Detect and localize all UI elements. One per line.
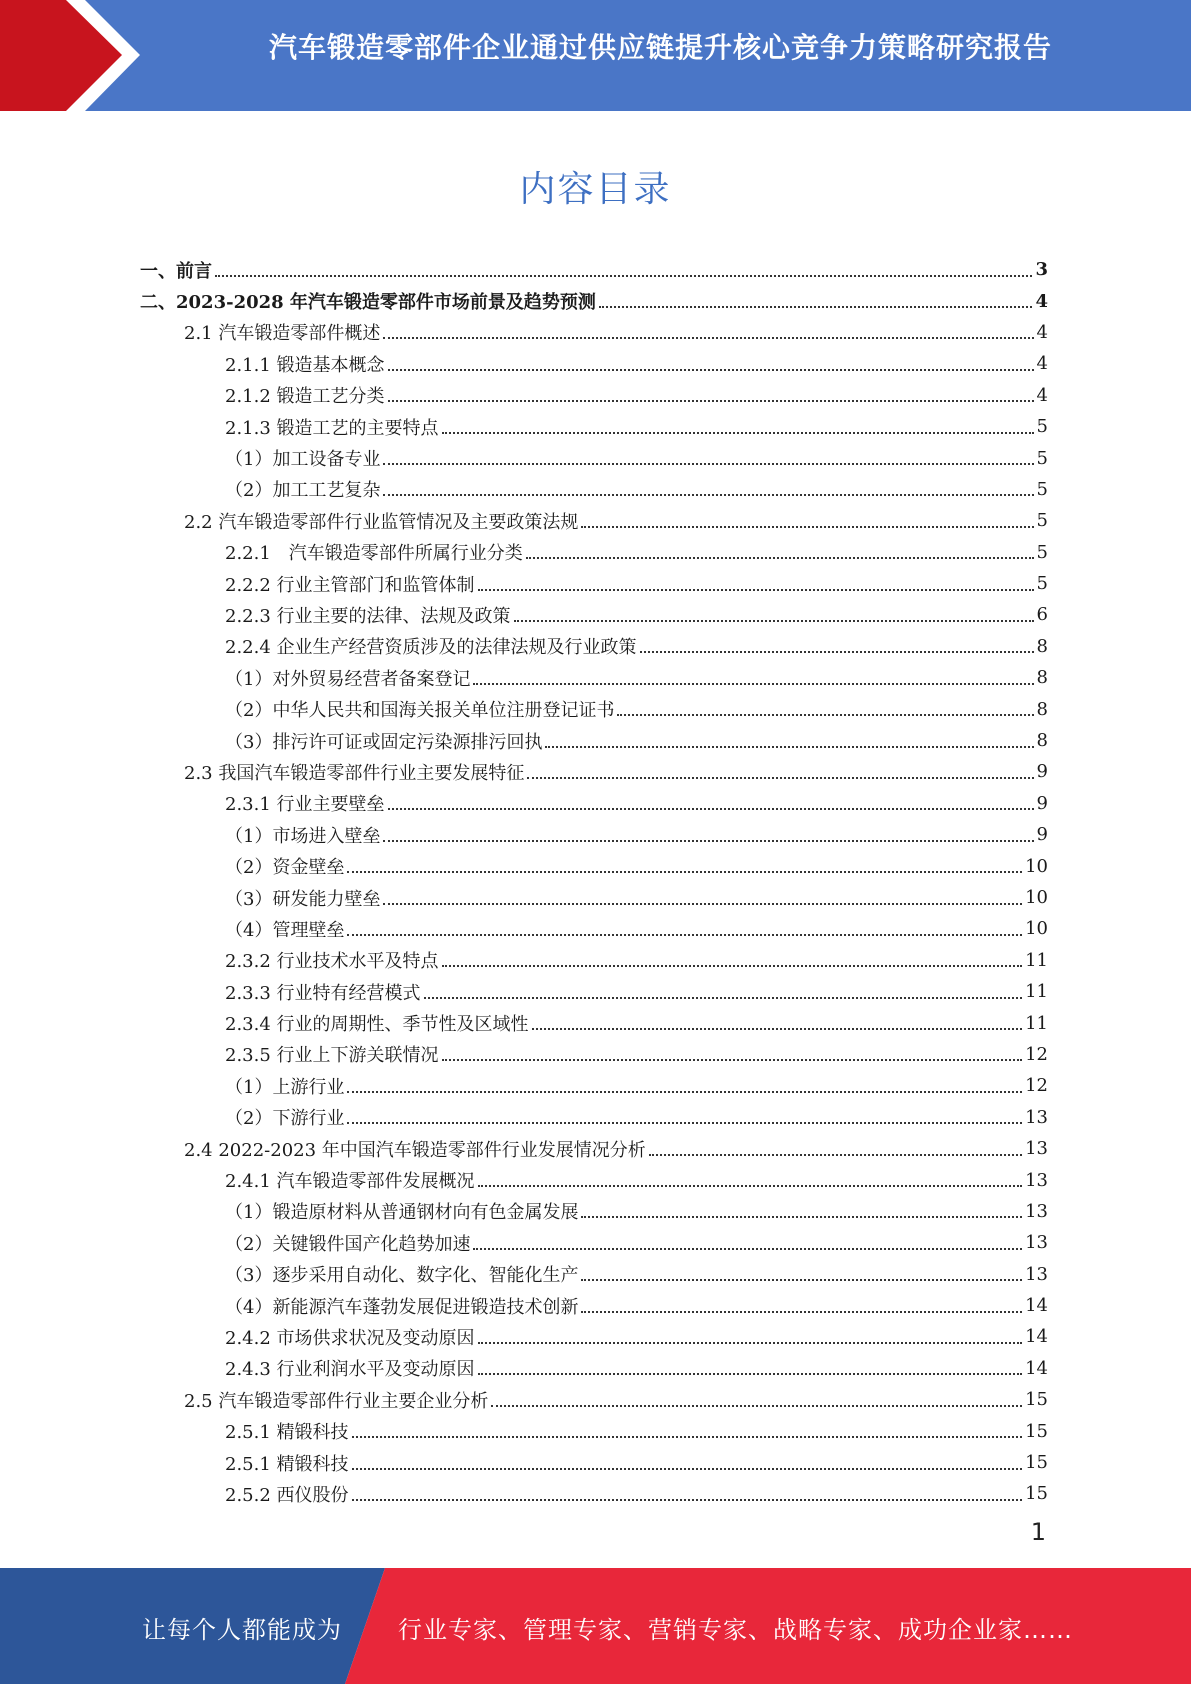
toc-entry-title: 2.3 我国汽车锻造零部件行业主要发展特征 xyxy=(184,762,525,784)
toc-entry-title: （1）对外贸易经营者备案登记 xyxy=(225,668,471,690)
toc-entry-page: 4 xyxy=(1036,353,1048,375)
toc-dot-leader xyxy=(473,683,1033,685)
toc-entry-title: （1）市场进入壁垒 xyxy=(225,825,381,847)
toc-entry-title: 2.4 2022-2023 年中国汽车锻造零部件行业发展情况分析 xyxy=(184,1139,646,1161)
toc-entry-title: （1）加工设备专业 xyxy=(225,449,381,471)
toc-dot-leader xyxy=(347,934,1022,936)
toc-entry-title: 2.5 汽车锻造零部件行业主要企业分析 xyxy=(184,1390,489,1412)
toc-entry-page: 15 xyxy=(1025,1452,1048,1474)
toc-dot-leader xyxy=(527,777,1033,779)
toc-entry[interactable] xyxy=(140,819,1048,850)
toc-entry[interactable] xyxy=(140,285,1048,316)
report-title: 汽车锻造零部件企业通过供应链提升核心竞争力策略研究报告 xyxy=(268,31,1052,64)
toc-dot-leader xyxy=(347,1122,1022,1124)
toc-entry-page: 11 xyxy=(1025,1012,1048,1034)
toc-dot-leader xyxy=(478,589,1034,591)
toc-entry[interactable] xyxy=(140,599,1048,630)
toc-entry-title: 2.3.5 行业上下游关联情况 xyxy=(225,1045,439,1067)
toc-entry[interactable] xyxy=(140,1070,1048,1101)
toc-entry-page: 15 xyxy=(1025,1483,1048,1505)
toc-entry[interactable] xyxy=(140,945,1048,976)
toc-entry-page: 8 xyxy=(1036,635,1048,657)
toc-entry[interactable] xyxy=(140,1353,1048,1384)
toc-entry-title: 2.5.1 精锻科技 xyxy=(225,1453,349,1475)
toc-dot-leader xyxy=(640,651,1034,653)
toc-entry-title: 2.3.2 行业技术水平及特点 xyxy=(225,951,439,973)
toc-dot-leader xyxy=(442,965,1023,967)
toc-entry-page: 5 xyxy=(1036,573,1048,595)
toc-entry[interactable] xyxy=(140,348,1048,379)
toc-entry[interactable] xyxy=(140,1164,1048,1195)
toc-entry-title: 2.4.1 汽车锻造零部件发展概况 xyxy=(225,1171,475,1193)
toc-dot-leader xyxy=(347,1091,1022,1093)
header-bar xyxy=(0,0,1191,111)
toc-entry-title: 2.1.3 锻造工艺的主要特点 xyxy=(225,417,439,439)
footer-banner xyxy=(0,1568,1191,1684)
toc-entry-page: 9 xyxy=(1036,761,1048,783)
toc-entry-title: 2.4.3 行业利润水平及变动原因 xyxy=(225,1359,475,1381)
toc-dot-leader xyxy=(478,1185,1023,1187)
toc-entry-page: 9 xyxy=(1036,792,1048,814)
toc-entry[interactable] xyxy=(140,1415,1048,1446)
toc-entry-title: 2.2.4 企业生产经营资质涉及的法律法规及行业政策 xyxy=(225,637,637,659)
toc-entry-page: 13 xyxy=(1025,1263,1048,1285)
toc-heading: 内容目录 xyxy=(519,169,672,210)
toc-dot-leader xyxy=(532,1028,1023,1030)
toc-dot-leader xyxy=(352,1468,1023,1470)
toc-entry[interactable] xyxy=(140,1196,1048,1227)
toc-entry-title: （2）下游行业 xyxy=(225,1108,345,1130)
toc-entry[interactable] xyxy=(140,976,1048,1007)
toc-entry[interactable] xyxy=(140,411,1048,442)
toc-entry-page: 10 xyxy=(1025,918,1048,940)
toc-entry[interactable] xyxy=(140,913,1048,944)
toc-dot-leader xyxy=(526,557,1034,559)
toc-entry-page: 4 xyxy=(1035,290,1048,312)
toc-entry-title: 一、前言 xyxy=(140,260,212,282)
toc-dot-leader xyxy=(649,1154,1022,1156)
toc-entry[interactable] xyxy=(140,317,1048,348)
toc-entry-page: 10 xyxy=(1025,887,1048,908)
toc-entry-page: 5 xyxy=(1036,510,1048,532)
toc-dot-leader xyxy=(514,620,1034,622)
toc-dot-leader xyxy=(442,432,1034,434)
toc-entry-title: 二、2023-2028 年汽车锻造零部件市场前景及趋势预测 xyxy=(140,292,596,314)
toc-entry[interactable] xyxy=(140,788,1048,819)
toc-entry[interactable] xyxy=(140,1227,1048,1258)
toc-entry-title: 2.1 汽车锻造零部件概述 xyxy=(184,323,381,345)
toc-entry[interactable] xyxy=(140,1290,1048,1321)
toc-dot-leader xyxy=(388,400,1034,402)
table-of-contents xyxy=(140,254,1048,1510)
toc-entry-page: 13 xyxy=(1025,1232,1048,1254)
toc-entry-title: 2.1.1 锻造基本概念 xyxy=(225,354,385,376)
toc-entry-page: 14 xyxy=(1025,1326,1048,1348)
toc-entry[interactable] xyxy=(140,756,1048,787)
toc-dot-leader xyxy=(581,1311,1022,1313)
toc-entry-title: （4）新能源汽车蓬勃发展促进锻造技术创新 xyxy=(225,1296,579,1318)
toc-entry-page: 5 xyxy=(1036,416,1048,438)
toc-entry-page: 9 xyxy=(1036,824,1048,846)
toc-dot-leader xyxy=(545,746,1033,748)
toc-entry-title: 2.1.2 锻造工艺分类 xyxy=(225,386,385,408)
toc-entry-page: 4 xyxy=(1036,384,1048,406)
toc-entry-title: 2.2 汽车锻造零部件行业监管情况及主要政策法规 xyxy=(184,511,579,533)
toc-entry[interactable] xyxy=(140,442,1048,473)
toc-entry[interactable] xyxy=(140,1007,1048,1038)
toc-entry[interactable] xyxy=(140,662,1048,693)
toc-entry-page: 13 xyxy=(1025,1200,1048,1222)
toc-dot-leader xyxy=(581,526,1033,528)
toc-entry-page: 4 xyxy=(1036,321,1048,343)
toc-entry-page: 10 xyxy=(1025,855,1048,877)
toc-entry[interactable] xyxy=(140,568,1048,599)
toc-entry[interactable] xyxy=(140,1102,1048,1133)
toc-entry[interactable] xyxy=(140,693,1048,724)
toc-entry-page: 12 xyxy=(1025,1075,1048,1097)
toc-entry-title: 2.3.3 行业特有经营模式 xyxy=(225,982,421,1004)
toc-entry-page: 14 xyxy=(1025,1295,1048,1317)
toc-entry[interactable] xyxy=(140,380,1048,411)
toc-dot-leader xyxy=(383,903,1022,905)
toc-entry-title: （3）逐步采用自动化、数字化、智能化生产 xyxy=(225,1265,579,1287)
toc-entry-page: 8 xyxy=(1036,698,1048,720)
toc-dot-leader xyxy=(478,1342,1023,1344)
header-arrow-icon xyxy=(0,0,170,111)
toc-entry-title: （1）锻造原材料从普通钢材向有色金属发展 xyxy=(225,1202,579,1224)
toc-entry[interactable] xyxy=(140,1259,1048,1290)
toc-dot-leader xyxy=(383,494,1033,496)
toc-dot-leader xyxy=(383,337,1033,339)
toc-entry-title: （2）资金壁垒 xyxy=(225,857,345,879)
toc-entry-title: （4）管理壁垒 xyxy=(225,919,345,941)
toc-entry[interactable] xyxy=(140,1447,1048,1478)
toc-entry-title: （3）研发能力壁垒 xyxy=(225,888,381,910)
toc-entry[interactable] xyxy=(140,1384,1048,1415)
toc-entry[interactable] xyxy=(140,1321,1048,1352)
toc-entry-page: 12 xyxy=(1025,1043,1048,1065)
toc-entry-page: 13 xyxy=(1025,1106,1048,1128)
toc-entry-page: 5 xyxy=(1036,541,1048,563)
toc-dot-leader xyxy=(478,1373,1023,1375)
toc-entry-page: 15 xyxy=(1025,1389,1048,1411)
toc-entry-page: 11 xyxy=(1025,949,1048,971)
toc-entry[interactable] xyxy=(140,1039,1048,1070)
toc-entry[interactable] xyxy=(140,850,1048,881)
toc-entry-page: 5 xyxy=(1036,447,1048,469)
toc-entry[interactable] xyxy=(140,882,1048,913)
toc-entry-title: 2.5.2 西仪股份 xyxy=(225,1484,349,1506)
toc-dot-leader xyxy=(347,871,1022,873)
toc-entry-page: 6 xyxy=(1036,604,1048,626)
toc-entry[interactable] xyxy=(140,631,1048,662)
toc-entry[interactable] xyxy=(140,474,1048,505)
footer-slogan-left: 让每个人都能成为 xyxy=(142,1616,342,1644)
toc-dot-leader xyxy=(581,1216,1022,1218)
page-number: 1 xyxy=(1030,1518,1046,1546)
toc-entry-title: （2）关键锻件国产化趋势加速 xyxy=(225,1233,471,1255)
toc-dot-leader xyxy=(424,997,1023,999)
toc-dot-leader xyxy=(388,808,1034,810)
toc-dot-leader xyxy=(383,463,1033,465)
toc-dot-leader xyxy=(473,1248,1022,1250)
toc-entry-page: 13 xyxy=(1025,1169,1048,1191)
toc-entry[interactable] xyxy=(140,1133,1048,1164)
toc-entry-title: （1）上游行业 xyxy=(225,1076,345,1098)
toc-entry[interactable] xyxy=(140,537,1048,568)
toc-entry-page: 13 xyxy=(1025,1138,1048,1160)
toc-entry-title: （3）排污许可证或固定污染源排污回执 xyxy=(225,731,543,753)
toc-entry-page: 3 xyxy=(1035,259,1048,281)
toc-entry[interactable] xyxy=(140,254,1048,285)
toc-entry-title: 2.3.4 行业的周期性、季节性及区域性 xyxy=(225,1014,529,1036)
toc-entry-page: 14 xyxy=(1025,1357,1048,1379)
toc-entry-title: 2.2.2 行业主管部门和监管体制 xyxy=(225,574,475,596)
toc-entry-title: （2）加工工艺复杂 xyxy=(225,480,381,502)
toc-entry-title: （2）中华人民共和国海关报关单位注册登记证书 xyxy=(225,700,615,722)
toc-entry-page: 8 xyxy=(1036,667,1048,689)
toc-entry[interactable] xyxy=(140,725,1048,756)
toc-dot-leader xyxy=(215,275,1032,277)
toc-dot-leader xyxy=(352,1499,1023,1501)
toc-dot-leader xyxy=(491,1405,1022,1407)
toc-entry-title: 2.5.1 精锻科技 xyxy=(225,1422,349,1444)
toc-dot-leader xyxy=(581,1279,1022,1281)
toc-entry-title: 2.2.3 行业主要的法律、法规及政策 xyxy=(225,605,511,627)
toc-dot-leader xyxy=(383,840,1033,842)
toc-entry-title: 2.3.1 行业主要壁垒 xyxy=(225,794,385,816)
toc-entry[interactable] xyxy=(140,505,1048,536)
toc-dot-leader xyxy=(388,369,1034,371)
toc-entry-title: 2.4.2 市场供求状况及变动原因 xyxy=(225,1327,475,1349)
toc-entry-page: 15 xyxy=(1025,1420,1048,1442)
toc-entry-page: 11 xyxy=(1025,981,1048,1003)
toc-entry-title: 2.2.1 汽车锻造零部件所属行业分类 xyxy=(225,543,523,565)
toc-dot-leader xyxy=(352,1436,1023,1438)
toc-dot-leader xyxy=(617,714,1033,716)
toc-entry[interactable] xyxy=(140,1478,1048,1509)
toc-dot-leader xyxy=(599,306,1033,308)
toc-entry-page: 8 xyxy=(1036,730,1048,752)
footer-slogan-right: 行业专家、管理专家、营销专家、战略专家、成功企业家…… xyxy=(398,1616,1073,1644)
toc-entry-page: 5 xyxy=(1036,478,1048,500)
toc-dot-leader xyxy=(442,1059,1023,1061)
